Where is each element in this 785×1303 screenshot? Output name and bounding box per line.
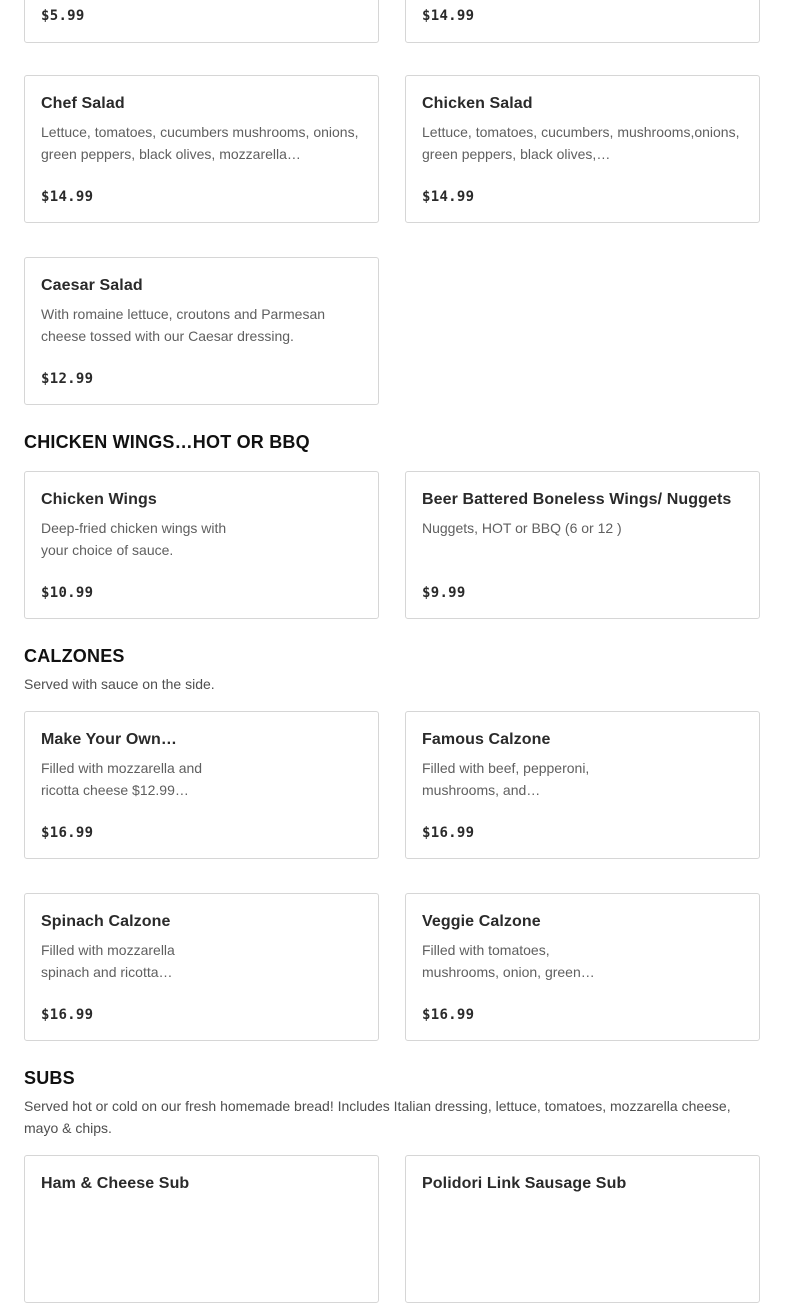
item-name: Polidori Link Sausage Sub <box>422 1175 627 1192</box>
menu-item-card[interactable] <box>405 75 760 223</box>
item-name: Make Your Own… <box>41 731 177 748</box>
item-name: Chicken Salad <box>422 95 533 112</box>
menu-item-card[interactable] <box>24 711 379 859</box>
item-name: Famous Calzone <box>422 731 551 748</box>
section-title-chicken-wings: CHICKEN WINGS…HOT OR BBQ <box>24 432 310 452</box>
item-name: Spinach Calzone <box>41 913 171 930</box>
section-title-calzones: CALZONES <box>24 646 125 666</box>
section-subtitle-calzones: Served with sauce on the side. <box>24 676 215 692</box>
menu-item-card[interactable] <box>405 1155 760 1303</box>
menu-item-card[interactable] <box>24 471 379 619</box>
section-subtitle-subs: Served hot or cold on our fresh homemade bread! Includes Italian dressing, lettuce, tomatoes, mozzarella cheese, mayo & chips. <box>24 1098 731 1136</box>
item-description: Filled with mozzarella spinach and ricotta… <box>41 942 175 980</box>
item-description: Filled with tomatoes, mushrooms, onion, green… <box>422 942 595 980</box>
item-price: $16.99 <box>422 1007 475 1023</box>
item-description: Filled with mozzarella and ricotta cheese $12.99… <box>41 760 203 798</box>
item-description: Lettuce, tomatoes, cucumbers, mushrooms,onions, green peppers, black olives,… <box>422 124 740 162</box>
item-name: Caesar Salad <box>41 277 143 294</box>
item-description: Deep-fried chicken wings with your choice of sauce. <box>41 520 227 558</box>
item-description: Lettuce, tomatoes, cucumbers mushrooms, onions, green peppers, black olives, mozzarella… <box>41 124 359 162</box>
item-name: Beer Battered Boneless Wings/ Nuggets <box>422 491 732 508</box>
item-name: Ham & Cheese Sub <box>41 1175 190 1192</box>
item-price: $5.99 <box>41 8 85 24</box>
item-price: $14.99 <box>422 189 475 205</box>
item-price: $16.99 <box>422 825 475 841</box>
menu-item-card[interactable] <box>24 75 379 223</box>
menu-item-card[interactable] <box>405 0 760 43</box>
item-price: $14.99 <box>41 189 94 205</box>
item-price: $10.99 <box>41 585 94 601</box>
item-name: Chef Salad <box>41 95 125 112</box>
menu-item-card[interactable] <box>405 711 760 859</box>
item-price: $16.99 <box>41 825 94 841</box>
menu-item-card[interactable] <box>24 257 379 405</box>
menu-item-card[interactable] <box>405 471 760 619</box>
menu-item-card[interactable] <box>24 0 379 43</box>
item-name: Veggie Calzone <box>422 913 541 930</box>
menu-item-card[interactable] <box>24 893 379 1041</box>
item-price: $14.99 <box>422 8 475 24</box>
menu-item-card[interactable] <box>24 1155 379 1303</box>
menu-item-card[interactable] <box>405 893 760 1041</box>
item-description: Nuggets, HOT or BBQ (6 or 12 ) <box>422 520 622 536</box>
item-description: Filled with beef, pepperoni, mushrooms, and… <box>422 760 590 798</box>
item-description: With romaine lettuce, croutons and Parmesan cheese tossed with our Caesar dressing. <box>41 306 326 344</box>
item-price: $9.99 <box>422 585 466 601</box>
item-price: $16.99 <box>41 1007 94 1023</box>
section-title-subs: SUBS <box>24 1068 75 1088</box>
item-price: $12.99 <box>41 371 94 387</box>
item-name: Chicken Wings <box>41 491 157 508</box>
